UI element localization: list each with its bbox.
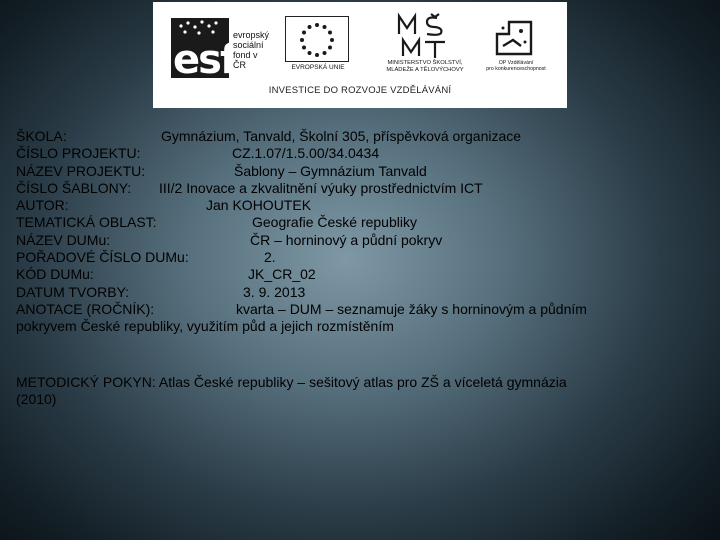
banner-caption: INVESTICE DO ROZVOJE VZDĚLÁVÁNÍ [268,85,452,96]
field-label: ČÍSLO ŠABLONY: [16,179,132,196]
annotation-line1 [16,301,716,318]
field-value: CZ.1.07/1.5.00/34.0434 [232,145,380,162]
field-row-dum-name [16,232,716,249]
field-label: NÁZEV PROJEKTU: [16,162,146,179]
field-row-template-number [16,180,716,197]
logo-banner [153,2,567,108]
field-label: ČÍSLO PROJEKTU: [16,145,141,162]
field-value: Gymnázium, Tanvald, Školní 305, příspěvková organizace [161,128,522,144]
op-caption-line1: OP Vzdělávání [498,60,534,66]
field-label: AUTOR: [16,197,69,214]
op-logo [483,14,549,78]
field-row-author [16,197,716,214]
field-value: Jan KOHOUTEK [206,197,312,214]
field-row-annotation [16,301,716,336]
esf-square-icon [171,18,236,83]
esf-mark-text: esf [173,37,236,83]
msmt-caption-line1: MINISTERSTVO ŠKOLSTVÍ, [387,60,463,66]
eu-logo [285,16,351,78]
field-value: kvarta – DUM – seznamuje žáky s horninovým a půdním [236,300,587,317]
field-row-school [16,128,716,145]
field-label: ANOTACE (ROČNÍK): [16,300,155,317]
field-value: III/2 Inovace a zkvalitnění výuky prostřednictvím ICT [159,179,483,196]
field-row-dum-code [16,266,716,283]
field-label: KÓD DUMu: [16,266,94,283]
esf-logo [171,18,271,83]
field-row-dum-order [16,249,716,266]
field-row-project-name [16,163,716,180]
field-value: Geografie České republiky [252,214,417,231]
msmt-logo [379,12,471,78]
op-caption-line2: pro konkurenceschopnost [486,66,546,72]
eu-flag-icon [285,16,349,62]
op-mark-icon [491,14,537,60]
msmt-caption-line2: MLÁDEŽE A TĚLOVÝCHOVY [386,67,464,73]
msmt-mark-icon [393,12,453,60]
field-value: JK_CR_02 [248,266,316,283]
eu-caption: EVROPSKÁ UNIE [291,64,345,71]
metadata-block [16,128,716,408]
field-label: DATUM TVORBY: [16,283,130,300]
field-value: ČR – horninový a půdní pokryv [250,231,443,248]
esf-caption [233,30,273,70]
esf-caption-line: fond v ČR [233,50,258,70]
field-value: Šablony – Gymnázium Tanvald [234,162,427,179]
annotation-line2: pokryvem České republiky, využitím půd a jejich rozmístěním [16,318,394,335]
field-row-thematic-area [16,214,716,231]
field-row-project-number [16,145,716,162]
field-label: ŠKOLA: [16,128,67,144]
field-value: 2. [264,249,276,266]
field-label: POŘADOVÉ ČÍSLO DUMu: [16,249,189,266]
method-note-line2: (2010) [16,390,57,407]
field-label: TEMATICKÁ OBLAST: [16,214,157,231]
method-note-line1: METODICKÝ POKYN: Atlas České republiky – sešitový atlas pro ZŠ a víceletá gymnázia [16,373,567,390]
field-row-creation-date [16,284,716,301]
field-value: 3. 9. 2013 [243,283,306,300]
esf-caption-line: evropský [233,30,270,40]
esf-caption-line: sociální [233,40,264,50]
field-label: NÁZEV DUMu: [16,231,111,248]
